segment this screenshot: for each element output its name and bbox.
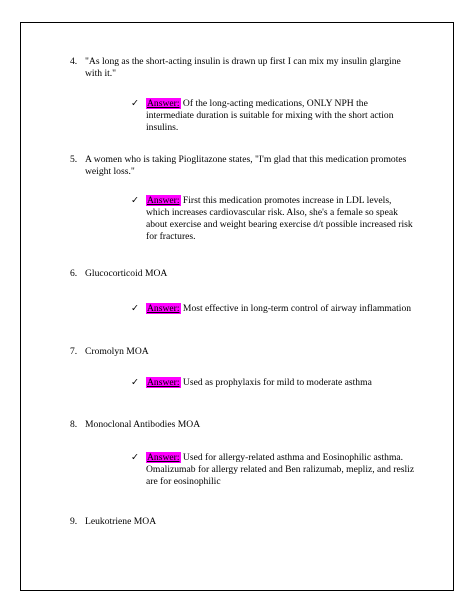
question-number: 5. xyxy=(70,154,78,165)
question-6 xyxy=(70,268,410,280)
question-8 xyxy=(70,419,410,431)
checkmark-icon: ✓ xyxy=(131,98,140,109)
answer-label: Answer: xyxy=(147,303,180,314)
question-text: Cromolyn MOA xyxy=(85,346,149,357)
question-9 xyxy=(70,516,410,528)
checkmark-icon: ✓ xyxy=(131,303,140,314)
answer-5 xyxy=(131,195,416,243)
checkmark-icon: ✓ xyxy=(131,452,140,463)
question-number: 4. xyxy=(70,56,78,67)
answer-8 xyxy=(131,452,416,488)
answer-label: Answer: xyxy=(147,452,180,463)
answer-text: Used as prophylaxis for mild to moderate asthma xyxy=(182,377,372,388)
question-text: A women who is taking Pioglitazone states, "I'm glad that this medication promotes weight loss." xyxy=(85,154,407,177)
answer-label: Answer: xyxy=(147,195,180,206)
question-text: Leukotriene MOA xyxy=(85,516,157,527)
answer-4 xyxy=(131,98,416,134)
question-number: 7. xyxy=(70,346,78,357)
answer-6 xyxy=(131,303,416,315)
question-text: Monoclonal Antibodies MOA xyxy=(85,419,201,430)
question-7 xyxy=(70,346,410,358)
answer-label: Answer: xyxy=(147,377,180,388)
question-number: 8. xyxy=(70,419,78,430)
answer-label: Answer: xyxy=(147,98,180,109)
checkmark-icon: ✓ xyxy=(131,377,140,388)
question-number: 6. xyxy=(70,268,78,279)
answer-text: Used for allergy-related asthma and Eosinophilic asthma. Omalizumab for allergy related and Ben ralizumab, mepliz, and resliz are for eosinophilic xyxy=(146,452,415,487)
question-number: 9. xyxy=(70,516,78,527)
question-text: "As long as the short-acting insulin is drawn up first I can mix my insulin glargine with it." xyxy=(85,56,401,79)
answer-text: Most effective in long-term control of airway inflammation xyxy=(182,303,412,314)
question-text: Glucocorticoid MOA xyxy=(85,268,168,279)
question-5 xyxy=(70,154,410,178)
checkmark-icon: ✓ xyxy=(131,195,140,206)
question-4 xyxy=(70,56,410,80)
answer-text: Of the long-acting medications, ONLY NPH the intermediate duration is suitable for mixing with the short action insulins. xyxy=(146,98,394,133)
answer-7 xyxy=(131,377,416,389)
answer-text: First this medication promotes increase in LDL levels, which increases cardiovascular risk. Also, she's a female so speak about exercise and weight bearing exercise d/t possible increased risk for fractures. xyxy=(146,195,413,242)
